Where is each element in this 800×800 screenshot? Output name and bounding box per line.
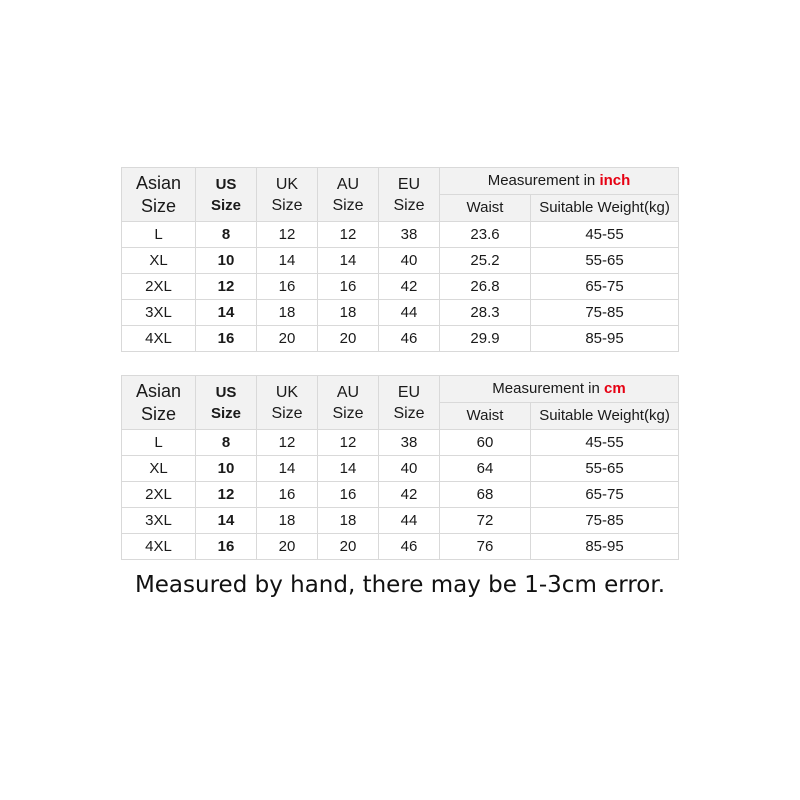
cell-asian: XL bbox=[122, 248, 196, 274]
header-uk-size: UK Size bbox=[257, 376, 318, 430]
cell-au: 20 bbox=[318, 326, 379, 352]
cell-asian: 3XL bbox=[122, 300, 196, 326]
cell-waist: 25.2 bbox=[440, 248, 531, 274]
header-waist: Waist bbox=[440, 195, 531, 222]
unit-label: inch bbox=[599, 172, 631, 189]
cell-eu: 40 bbox=[379, 456, 440, 482]
cell-weight: 45-55 bbox=[531, 222, 679, 248]
header-uk-size: UK Size bbox=[257, 168, 318, 222]
cell-eu: 46 bbox=[379, 534, 440, 560]
cell-uk: 16 bbox=[257, 482, 318, 508]
cell-us: 14 bbox=[196, 300, 257, 326]
cell-asian: 4XL bbox=[122, 326, 196, 352]
table-row bbox=[122, 482, 679, 508]
cell-asian: L bbox=[122, 430, 196, 456]
cell-eu: 42 bbox=[379, 274, 440, 300]
cell-waist: 76 bbox=[440, 534, 531, 560]
cell-asian: 2XL bbox=[122, 482, 196, 508]
measurement-note: Measured by hand, there may be 1-3cm error. bbox=[134, 572, 666, 598]
cell-us: 16 bbox=[196, 326, 257, 352]
cell-au: 18 bbox=[318, 508, 379, 534]
cell-uk: 16 bbox=[257, 274, 318, 300]
cell-weight: 65-75 bbox=[531, 274, 679, 300]
header-us-size: US Size bbox=[196, 168, 257, 222]
cell-au: 14 bbox=[318, 248, 379, 274]
header-asian-size: Asian Size bbox=[122, 168, 196, 222]
cell-au: 14 bbox=[318, 456, 379, 482]
cell-uk: 20 bbox=[257, 326, 318, 352]
cell-uk: 12 bbox=[257, 222, 318, 248]
cell-uk: 18 bbox=[257, 300, 318, 326]
cell-us: 14 bbox=[196, 508, 257, 534]
header-eu-size: EU Size bbox=[379, 376, 440, 430]
cell-us: 10 bbox=[196, 456, 257, 482]
cell-waist: 23.6 bbox=[440, 222, 531, 248]
cell-waist: 28.3 bbox=[440, 300, 531, 326]
cell-waist: 26.8 bbox=[440, 274, 531, 300]
cell-waist: 68 bbox=[440, 482, 531, 508]
header-us-size: US Size bbox=[196, 376, 257, 430]
cell-au: 12 bbox=[318, 430, 379, 456]
cell-asian: 4XL bbox=[122, 534, 196, 560]
header-measurement: Measurement in cm bbox=[440, 376, 679, 403]
cell-asian: 3XL bbox=[122, 508, 196, 534]
cell-asian: 2XL bbox=[122, 274, 196, 300]
table-row bbox=[122, 222, 679, 248]
header-au-size: AU Size bbox=[318, 168, 379, 222]
cell-asian: L bbox=[122, 222, 196, 248]
unit-label: cm bbox=[604, 380, 626, 397]
cell-waist: 72 bbox=[440, 508, 531, 534]
table-row bbox=[122, 300, 679, 326]
cell-uk: 12 bbox=[257, 430, 318, 456]
cell-asian: XL bbox=[122, 456, 196, 482]
cell-weight: 85-95 bbox=[531, 326, 679, 352]
cell-us: 8 bbox=[196, 430, 257, 456]
size-table-inch bbox=[121, 167, 679, 352]
cell-au: 16 bbox=[318, 274, 379, 300]
cell-eu: 40 bbox=[379, 248, 440, 274]
header-measurement: Measurement in inch bbox=[440, 168, 679, 195]
table-row bbox=[122, 430, 679, 456]
table-row bbox=[122, 508, 679, 534]
header-eu-size: EU Size bbox=[379, 168, 440, 222]
cell-weight: 75-85 bbox=[531, 300, 679, 326]
cell-eu: 38 bbox=[379, 222, 440, 248]
header-asian-size: Asian Size bbox=[122, 376, 196, 430]
header-weight: Suitable Weight(kg) bbox=[531, 403, 679, 430]
cell-weight: 55-65 bbox=[531, 456, 679, 482]
header-au-size: AU Size bbox=[318, 376, 379, 430]
cell-uk: 14 bbox=[257, 456, 318, 482]
cell-weight: 45-55 bbox=[531, 430, 679, 456]
cell-eu: 42 bbox=[379, 482, 440, 508]
table-row bbox=[122, 274, 679, 300]
cell-au: 20 bbox=[318, 534, 379, 560]
table-row bbox=[122, 248, 679, 274]
cell-eu: 46 bbox=[379, 326, 440, 352]
size-table-cm bbox=[121, 375, 679, 560]
cell-waist: 64 bbox=[440, 456, 531, 482]
cell-uk: 18 bbox=[257, 508, 318, 534]
cell-us: 16 bbox=[196, 534, 257, 560]
cell-au: 12 bbox=[318, 222, 379, 248]
cell-waist: 29.9 bbox=[440, 326, 531, 352]
cell-uk: 14 bbox=[257, 248, 318, 274]
table-row bbox=[122, 534, 679, 560]
cell-weight: 75-85 bbox=[531, 508, 679, 534]
cell-us: 12 bbox=[196, 482, 257, 508]
cell-waist: 60 bbox=[440, 430, 531, 456]
cell-eu: 38 bbox=[379, 430, 440, 456]
cell-weight: 85-95 bbox=[531, 534, 679, 560]
cell-eu: 44 bbox=[379, 508, 440, 534]
cell-weight: 55-65 bbox=[531, 248, 679, 274]
cell-us: 10 bbox=[196, 248, 257, 274]
cell-au: 16 bbox=[318, 482, 379, 508]
header-waist: Waist bbox=[440, 403, 531, 430]
cell-us: 12 bbox=[196, 274, 257, 300]
cell-us: 8 bbox=[196, 222, 257, 248]
cell-au: 18 bbox=[318, 300, 379, 326]
cell-weight: 65-75 bbox=[531, 482, 679, 508]
cell-uk: 20 bbox=[257, 534, 318, 560]
cell-eu: 44 bbox=[379, 300, 440, 326]
table-row bbox=[122, 456, 679, 482]
header-weight: Suitable Weight(kg) bbox=[531, 195, 679, 222]
table-row bbox=[122, 326, 679, 352]
